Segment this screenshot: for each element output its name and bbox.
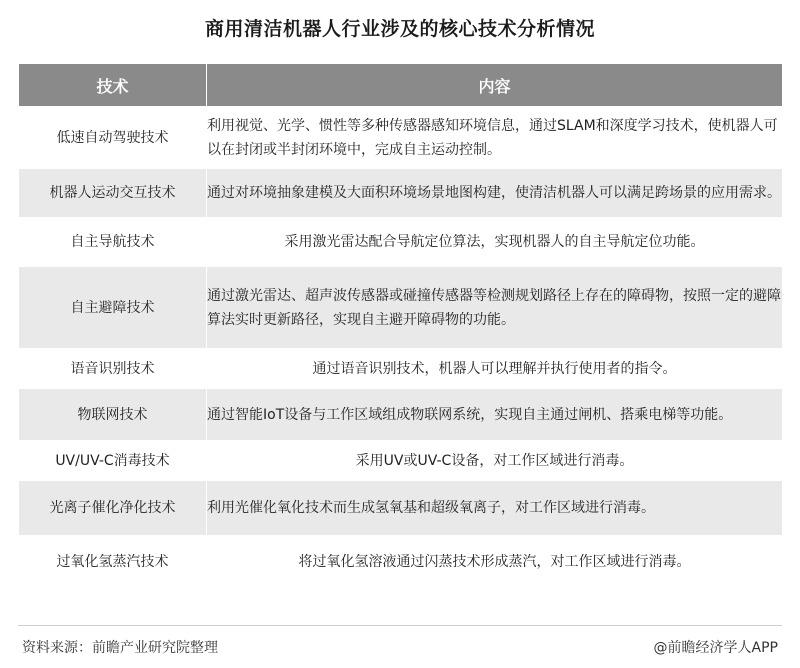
table-header-row [19,64,783,107]
tech-cell: 机器人运动交互技术 [19,169,207,218]
tech-cell: UV/UV-C消毒技术 [19,441,207,481]
table-row [19,107,783,169]
brand-note: @前瞻经济学人APP [653,640,778,656]
header-content: 内容 [207,64,783,107]
tech-cell: 自主避障技术 [19,267,207,349]
content-cell: 通过语音识别技术，机器人可以理解并执行使用者的指令。 [207,349,783,389]
table-row [19,389,783,441]
footer-divider [18,625,782,626]
tech-cell: 光离子催化净化技术 [19,481,207,536]
page-title: 商用清洁机器人行业涉及的核心技术分析情况 [204,18,595,40]
tech-cell: 自主导航技术 [19,218,207,267]
content-cell: 利用光催化氧化技术而生成氢氧基和超级氧离子，对工作区域进行消毒。 [207,481,783,536]
table-row [19,481,783,536]
table-row [19,218,783,267]
table-row [19,441,783,481]
tech-cell: 语音识别技术 [19,349,207,389]
table-row [19,536,783,588]
table-row [19,349,783,389]
table-row [19,267,783,349]
header-tech: 技术 [19,64,207,107]
content-cell: 利用视觉、光学、惯性等多种传感器感知环境信息，通过SLAM和深度学习技术，使机器人可以在封闭或半封闭环境中，完成自主运动控制。 [207,107,783,169]
content-cell: 通过激光雷达、超声波传感器或碰撞传感器等检测规划路径上存在的障碍物，按照一定的避障算法实时更新路径，实现自主避开障碍物的功能。 [207,267,783,349]
content-cell: 将过氧化氢溶液通过闪蒸技术形成蒸汽，对工作区域进行消毒。 [207,536,783,588]
tech-cell: 过氧化氢蒸汽技术 [19,536,207,588]
tech-cell: 低速自动驾驶技术 [19,107,207,169]
table-row [19,169,783,218]
content-cell: 通过智能IoT设备与工作区域组成物联网系统，实现自主通过闸机、搭乘电梯等功能。 [207,389,783,441]
tech-cell: 物联网技术 [19,389,207,441]
tech-table [18,63,783,588]
content-cell: 通过对环境抽象建模及大面积环境场景地图构建，使清洁机器人可以满足跨场景的应用需求。 [207,169,783,218]
content-cell: 采用UV或UV-C设备，对工作区域进行消毒。 [207,441,783,481]
source-note: 资料来源：前瞻产业研究院整理 [22,640,218,656]
content-cell: 采用激光雷达配合导航定位算法，实现机器人的自主导航定位功能。 [207,218,783,267]
